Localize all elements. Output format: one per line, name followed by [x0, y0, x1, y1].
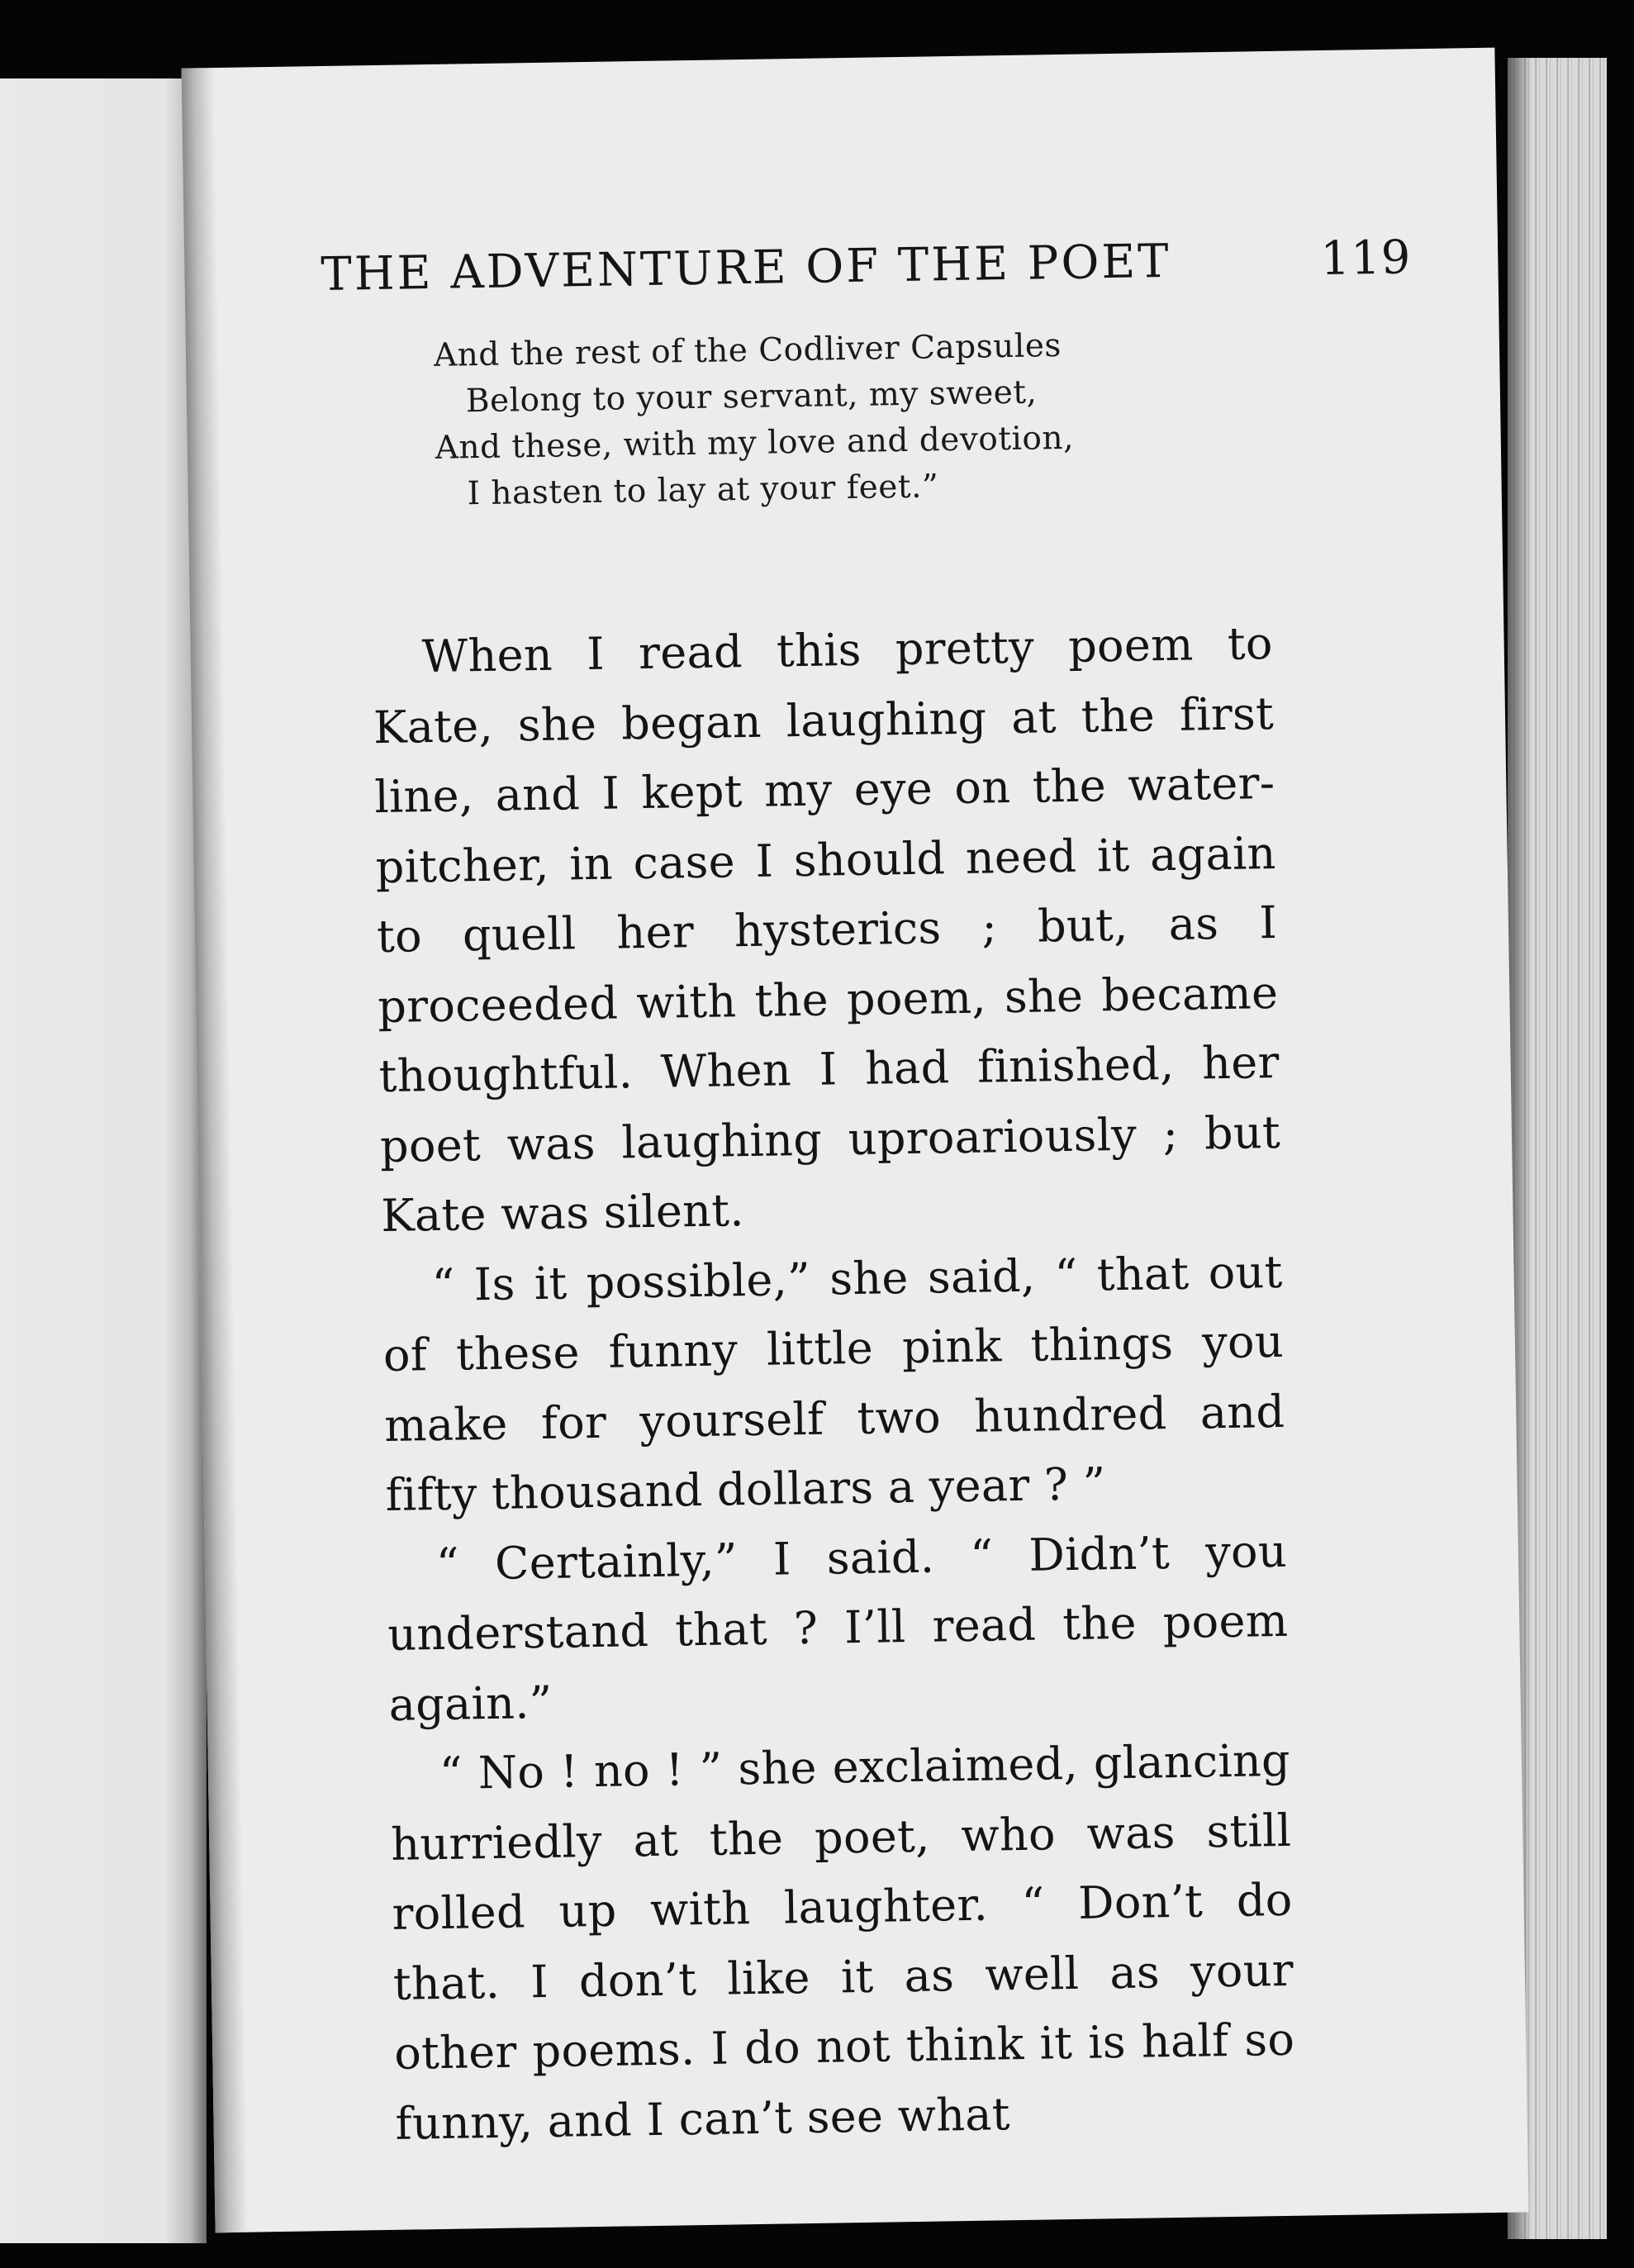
paragraph: “ Certainly,” I said. “ Didn’t you understand that ? I’ll read the poem again.”: [387, 1524, 1289, 1731]
page-number: 119: [1319, 231, 1412, 287]
paragraph: “ No ! no ! ” she exclaimed, glancing hurriedly at the poet, who was still rolled up with laughter. “ Don’t do that. I don’t like it as well as your other poems. I do not think it is half so funny, and I can’t see what: [390, 1733, 1295, 2150]
paragraph: When I read this pretty poem to Kate, she began laughing at the first line, and I kept my eye on the water-pitcher, in case I should need it again to quell her hysterics ; but, as I proceeded with the poem, she became thoughtful. When I had finished, her poet was laughing uproariously ; but Kate was silent.: [373, 616, 1281, 1243]
facing-page-edge: [0, 78, 207, 2243]
poem-line: And these, with my love and devotion,: [435, 419, 1075, 467]
running-head-title: THE ADVENTURE OF THE POET: [320, 234, 1172, 302]
poem-line: I hasten to lay at your feet.”: [467, 468, 939, 513]
poem-line: Belong to your servant, my sweet,: [465, 373, 1038, 421]
book-page: [182, 48, 1529, 2233]
poem-line: And the rest of the Codliver Capsules: [433, 326, 1062, 374]
poem-stanza: [434, 322, 1097, 518]
body-text: [372, 609, 1296, 2159]
paragraph: “ Is it possible,” she said, “ that out of these funny little pink things you make for yourself two hundred and fifty thousand dollars a year ? ”: [382, 1245, 1285, 1521]
running-head: [321, 231, 1412, 302]
